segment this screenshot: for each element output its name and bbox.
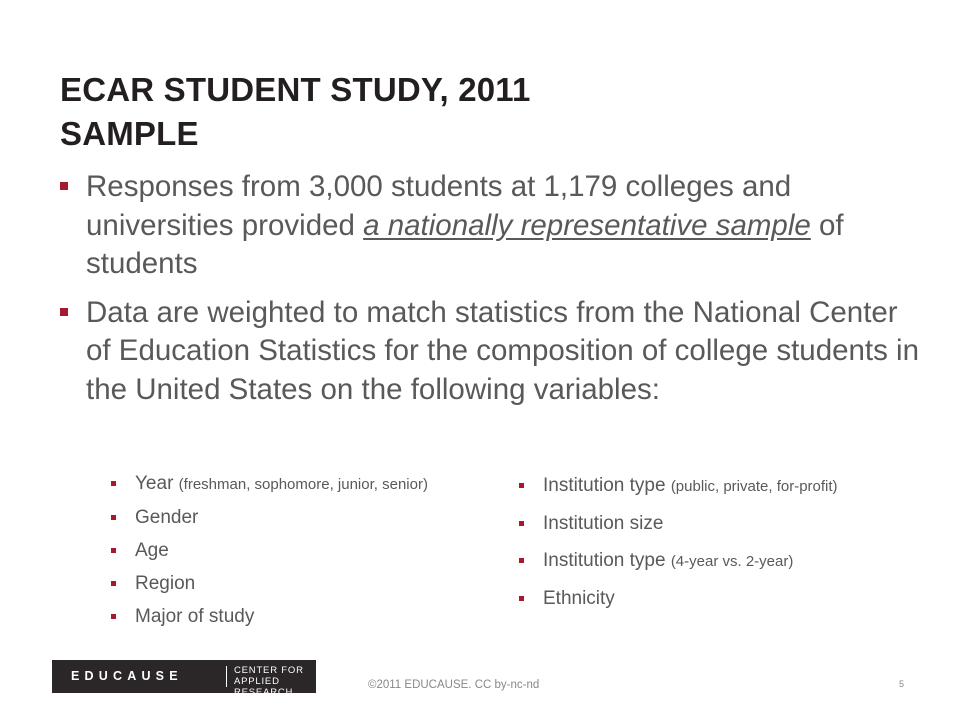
title-line-2: SAMPLE xyxy=(60,115,199,152)
variable-label: Gender xyxy=(135,507,199,528)
logo-wordmark: EDUCAUSE xyxy=(71,669,183,683)
square-bullet-icon xyxy=(111,515,116,520)
list-item xyxy=(109,537,509,565)
variable-label: Institution type xyxy=(543,550,666,571)
variable-detail: (freshman, sophomore, junior, senior) xyxy=(178,476,428,493)
logo-subtitle xyxy=(234,665,316,698)
variables-list-right xyxy=(517,472,927,622)
slide-title xyxy=(60,68,920,156)
responses-text-pre: Responses from 3,000 students at 1,179 colleges and universities provided xyxy=(86,170,792,242)
weighting-text: Data are weighted to match statistics from the National Center of Education Statistics for the composition of college students in the United States on the following variables: xyxy=(86,295,920,406)
list-item xyxy=(517,510,927,538)
page-number: 5 xyxy=(899,679,905,689)
logo-divider xyxy=(226,666,227,687)
variable-label: Major of study xyxy=(135,606,255,627)
variable-label: Ethnicity xyxy=(543,588,615,609)
variable-label: Age xyxy=(135,540,169,561)
variable-label: Institution type xyxy=(543,475,666,496)
educause-logo xyxy=(52,660,316,698)
square-bullet-icon xyxy=(519,558,524,563)
logo-subtitle-line-2: APPLIED RESEARCH xyxy=(234,676,294,698)
list-item xyxy=(109,603,509,631)
main-bullet-responses xyxy=(60,168,920,284)
variables-list-left xyxy=(109,470,509,636)
list-item xyxy=(109,570,509,598)
square-bullet-icon xyxy=(519,483,524,488)
variable-label: Year xyxy=(135,473,174,494)
main-bullet-list xyxy=(60,168,920,419)
copyright-notice: ©2011 EDUCAUSE. CC by-nc-nd xyxy=(368,679,540,691)
list-item xyxy=(109,470,509,499)
variable-detail: (public, private, for-profit) xyxy=(670,478,838,495)
variable-label: Institution size xyxy=(543,513,664,534)
logo-subtitle-line-1: CENTER FOR xyxy=(234,665,304,676)
responses-text-post: of students xyxy=(86,208,844,280)
square-bullet-icon xyxy=(60,308,68,316)
list-item xyxy=(517,472,927,501)
square-bullet-icon xyxy=(111,581,116,586)
square-bullet-icon xyxy=(111,614,116,619)
title-line-1: ECAR STUDENT STUDY, 2011 xyxy=(60,71,531,108)
variable-detail: (4-year vs. 2-year) xyxy=(670,553,794,570)
representative-sample-emphasis: a nationally representative sample xyxy=(363,208,811,242)
list-item xyxy=(109,504,509,532)
square-bullet-icon xyxy=(111,481,116,486)
variable-label: Region xyxy=(135,573,196,594)
list-item xyxy=(517,585,927,613)
list-item xyxy=(517,547,927,576)
square-bullet-icon xyxy=(111,548,116,553)
square-bullet-icon xyxy=(519,521,524,526)
main-bullet-weighting xyxy=(60,294,920,410)
square-bullet-icon xyxy=(60,182,68,190)
square-bullet-icon xyxy=(519,596,524,601)
